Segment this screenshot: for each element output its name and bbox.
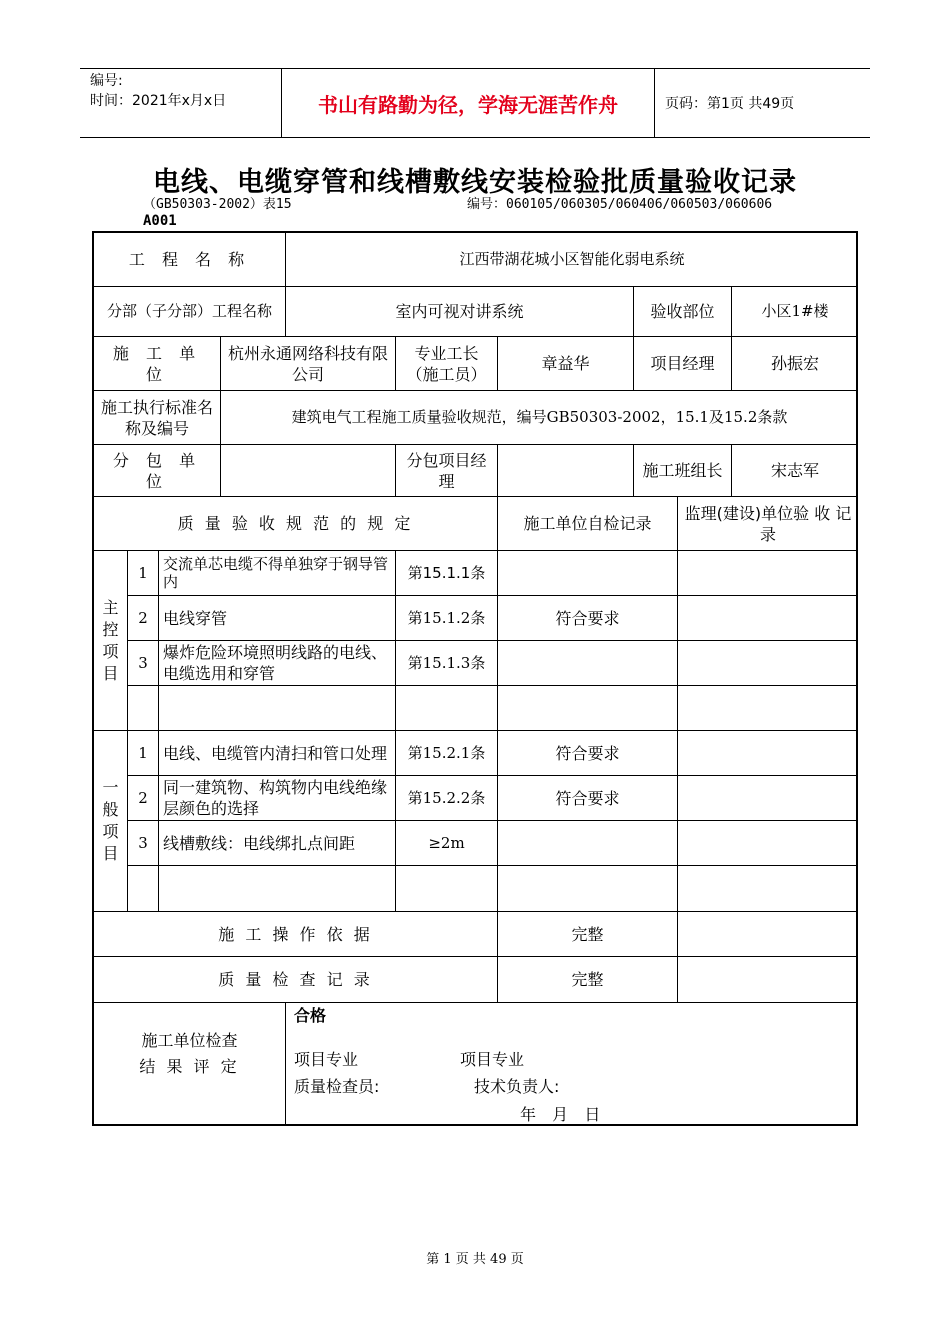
supervision-header: 监理(建设)单位验 收 记 录 xyxy=(678,497,858,551)
general-row-1-desc: 电线、电缆管内清扫和管口处理 xyxy=(159,731,396,776)
main-row-1-desc: 交流单芯电缆不得单独穿于钢导管内 xyxy=(159,551,396,596)
pm-label: 项目经理 xyxy=(634,337,732,391)
main-row-3-supervision xyxy=(678,641,858,686)
subproject: 室内可视对讲系统 xyxy=(286,287,634,337)
general-row-1-supervision xyxy=(678,731,858,776)
main-row-4-clause xyxy=(396,686,498,731)
doc-code: 编号：060105/060305/060406/060503/060606 xyxy=(467,197,773,212)
tech-line-2: 技术负责人: xyxy=(474,1077,560,1096)
general-row-1-no: 1 xyxy=(128,731,159,776)
page-label: 页码：第1页 共49页 xyxy=(665,96,795,112)
general-row-3-result xyxy=(498,821,678,866)
subproject-label: 分部（子分部）工程名称 xyxy=(94,287,286,337)
main-row-1-no: 1 xyxy=(128,551,159,596)
sign-date: 年 月 日 xyxy=(520,1105,603,1124)
general-row-4-no xyxy=(128,866,159,912)
main-items-label xyxy=(94,551,128,731)
std: 建筑电气工程施工质量验收规范，编号GB50303-2002，15.1及15.2条款 xyxy=(221,391,858,445)
self-check-header: 施工单位自检记录 xyxy=(498,497,678,551)
sub-pm xyxy=(498,445,634,497)
date-label: 时间：2021年x月x日 xyxy=(90,93,227,109)
part-label: 验收部位 xyxy=(634,287,732,337)
inspection-table xyxy=(92,231,858,1126)
number-label: 编号: xyxy=(90,73,123,89)
main-row-3-no: 3 xyxy=(128,641,159,686)
main-row-2-supervision xyxy=(678,596,858,641)
part: 小区1#楼 xyxy=(732,287,858,337)
std-label: 施工执行标准名称及编号 xyxy=(94,391,221,445)
contractor: 杭州永通网络科技有限公司 xyxy=(221,337,396,391)
general-row-4-supervision xyxy=(678,866,858,912)
header-meta xyxy=(80,69,280,137)
main-row-1-supervision xyxy=(678,551,858,596)
eval-label-line-1: 施工单位检查 xyxy=(141,1030,238,1050)
team-leader: 宋志军 xyxy=(732,445,858,497)
basis-supervision xyxy=(678,912,858,957)
general-row-2-clause: 第15.2.2条 xyxy=(396,776,498,821)
general-items-label xyxy=(94,731,128,912)
general-row-3-clause: ≥2m xyxy=(396,821,498,866)
main-row-1-clause: 第15.1.1条 xyxy=(396,551,498,596)
general-row-2-supervision xyxy=(678,776,858,821)
tech-line-1: 项目专业 xyxy=(460,1050,525,1069)
general-row-2-result: 符合要求 xyxy=(498,776,678,821)
main-items-label-text: 主控项目 xyxy=(102,597,119,683)
basis-label: 施 工 操 作 依 据 xyxy=(94,912,498,957)
page-footer: 第 1 页 共 49 页 xyxy=(426,1252,524,1267)
eval-label xyxy=(94,1003,286,1124)
basis: 完整 xyxy=(498,912,678,957)
general-row-1-result: 符合要求 xyxy=(498,731,678,776)
motto: 书山有路勤为径，学海无涯苦作舟 xyxy=(281,69,655,137)
eval-area xyxy=(286,1003,858,1124)
main-row-3-desc: 爆炸危险环境照明线路的电线、电缆选用和穿管 xyxy=(159,641,396,686)
record-supervision xyxy=(678,957,858,1003)
sub-pm-label: 分包项目经 理 xyxy=(396,445,498,497)
spec-header: 质 量 验 收 规 范 的 规 定 xyxy=(94,497,498,551)
doc-title: 电线、电缆穿管和线槽敷线安装检验批质量验收记录 xyxy=(153,167,797,198)
main-row-3-clause: 第15.1.3条 xyxy=(396,641,498,686)
general-items-label-text: 一般项目 xyxy=(102,778,119,863)
foreman: 章益华 xyxy=(498,337,634,391)
project-name-label: 工 程 名 称 xyxy=(94,233,286,287)
record: 完整 xyxy=(498,957,678,1003)
general-row-2-desc: 同一建筑物、构筑物内电线绝缘层颜色的选择 xyxy=(159,776,396,821)
main-row-2-desc: 电线穿管 xyxy=(159,596,396,641)
main-row-3-result xyxy=(498,641,678,686)
form-id: A001 xyxy=(143,213,177,229)
main-row-1-result xyxy=(498,551,678,596)
pm: 孙振宏 xyxy=(732,337,858,391)
contractor-label: 施 工 单 位 xyxy=(94,337,221,391)
main-row-4-result xyxy=(498,686,678,731)
general-row-2-no: 2 xyxy=(128,776,159,821)
main-row-2-no: 2 xyxy=(128,596,159,641)
main-row-2-clause: 第15.1.2条 xyxy=(396,596,498,641)
eval-label-line-2: 结 果 评 定 xyxy=(139,1056,240,1076)
general-row-3-desc: 线槽敷线：电线绑扎点间距 xyxy=(159,821,396,866)
general-row-4-clause xyxy=(396,866,498,912)
page-header xyxy=(80,68,870,138)
standard-ref: （GB50303-2002）表15 xyxy=(143,197,292,212)
general-row-4-result xyxy=(498,866,678,912)
general-row-4-desc xyxy=(159,866,396,912)
general-row-3-supervision xyxy=(678,821,858,866)
sub-unit-label: 分 包 单 位 xyxy=(94,445,221,497)
team-leader-label: 施工班组长 xyxy=(634,445,732,497)
eval-result: 合格 xyxy=(294,1006,327,1025)
inspector-line-2: 质量检查员: xyxy=(294,1077,380,1096)
main-row-4-supervision xyxy=(678,686,858,731)
record-label: 质 量 检 查 记 录 xyxy=(94,957,498,1003)
sub-unit xyxy=(221,445,396,497)
general-row-3-no: 3 xyxy=(128,821,159,866)
general-row-1-clause: 第15.2.1条 xyxy=(396,731,498,776)
main-row-4-no xyxy=(128,686,159,731)
foreman-label: 专业工长（施工员） xyxy=(396,337,498,391)
inspector-line-1: 项目专业 xyxy=(294,1050,359,1069)
project-name: 江西带湖花城小区智能化弱电系统 xyxy=(286,233,858,287)
main-row-4-desc xyxy=(159,686,396,731)
main-row-2-result: 符合要求 xyxy=(498,596,678,641)
